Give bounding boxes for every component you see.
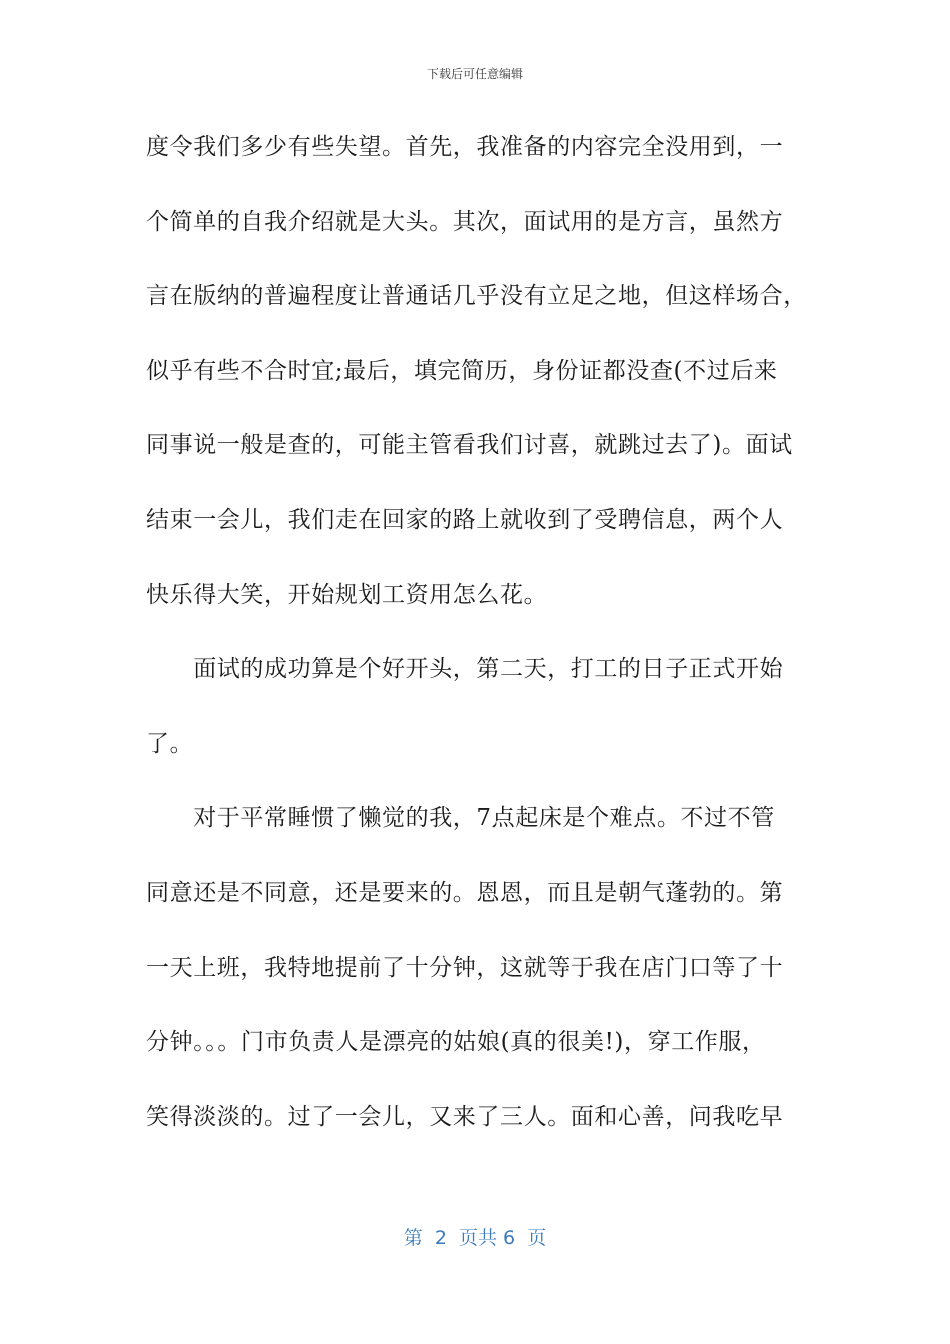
text-line: 结束一会儿，我们走在回家的路上就收到了受聘信息，两个人 [146,506,784,533]
text-line: 似乎有些不合时宜;最后，填完简历，身份证都没查(不过后来 [146,357,778,384]
text-line: 快乐得大笑，开始规划工资用怎么花。 [146,581,548,608]
text-line: 了。 [146,730,194,757]
page-number: 第 2 页共 6 页 [403,1227,547,1249]
text-line: 笑得淡淡的。过了一会儿，又来了三人。面和心善，问我吃早 [146,1103,784,1130]
text-line: 分钟。。。门市负责人是漂亮的姑娘(真的很美!)，穿工作服， [146,1029,766,1056]
document-body [146,118,806,1162]
text-line: 对于平常睡惯了懒觉的我，7点起床是个难点。不过不管 [146,805,775,832]
header-note: 下载后可任意编辑 [426,67,523,81]
text-line: 同意还是不同意，还是要来的。恩恩，而且是朝气蓬勃的。第 [146,879,784,906]
text-line: 度令我们多少有些失望。首先，我准备的内容完全没用到，一 [146,134,784,160]
text-line: 个简单的自我介绍就是大头。其次，面试用的是方言，虽然方 [146,208,784,235]
text-line: 面试的成功算是个好开头，第二天，打工的日子正式开始 [146,656,784,683]
text-line: 一天上班，我特地提前了十分钟，这就等于我在店门口等了十 [146,954,784,981]
text-line: 同事说一般是查的，可能主管看我们讨喜，就跳过去了)。面试 [146,432,793,459]
text-line: 言在版纳的普遍程度让普通话几乎没有立足之地，但这样场合， [146,283,807,310]
